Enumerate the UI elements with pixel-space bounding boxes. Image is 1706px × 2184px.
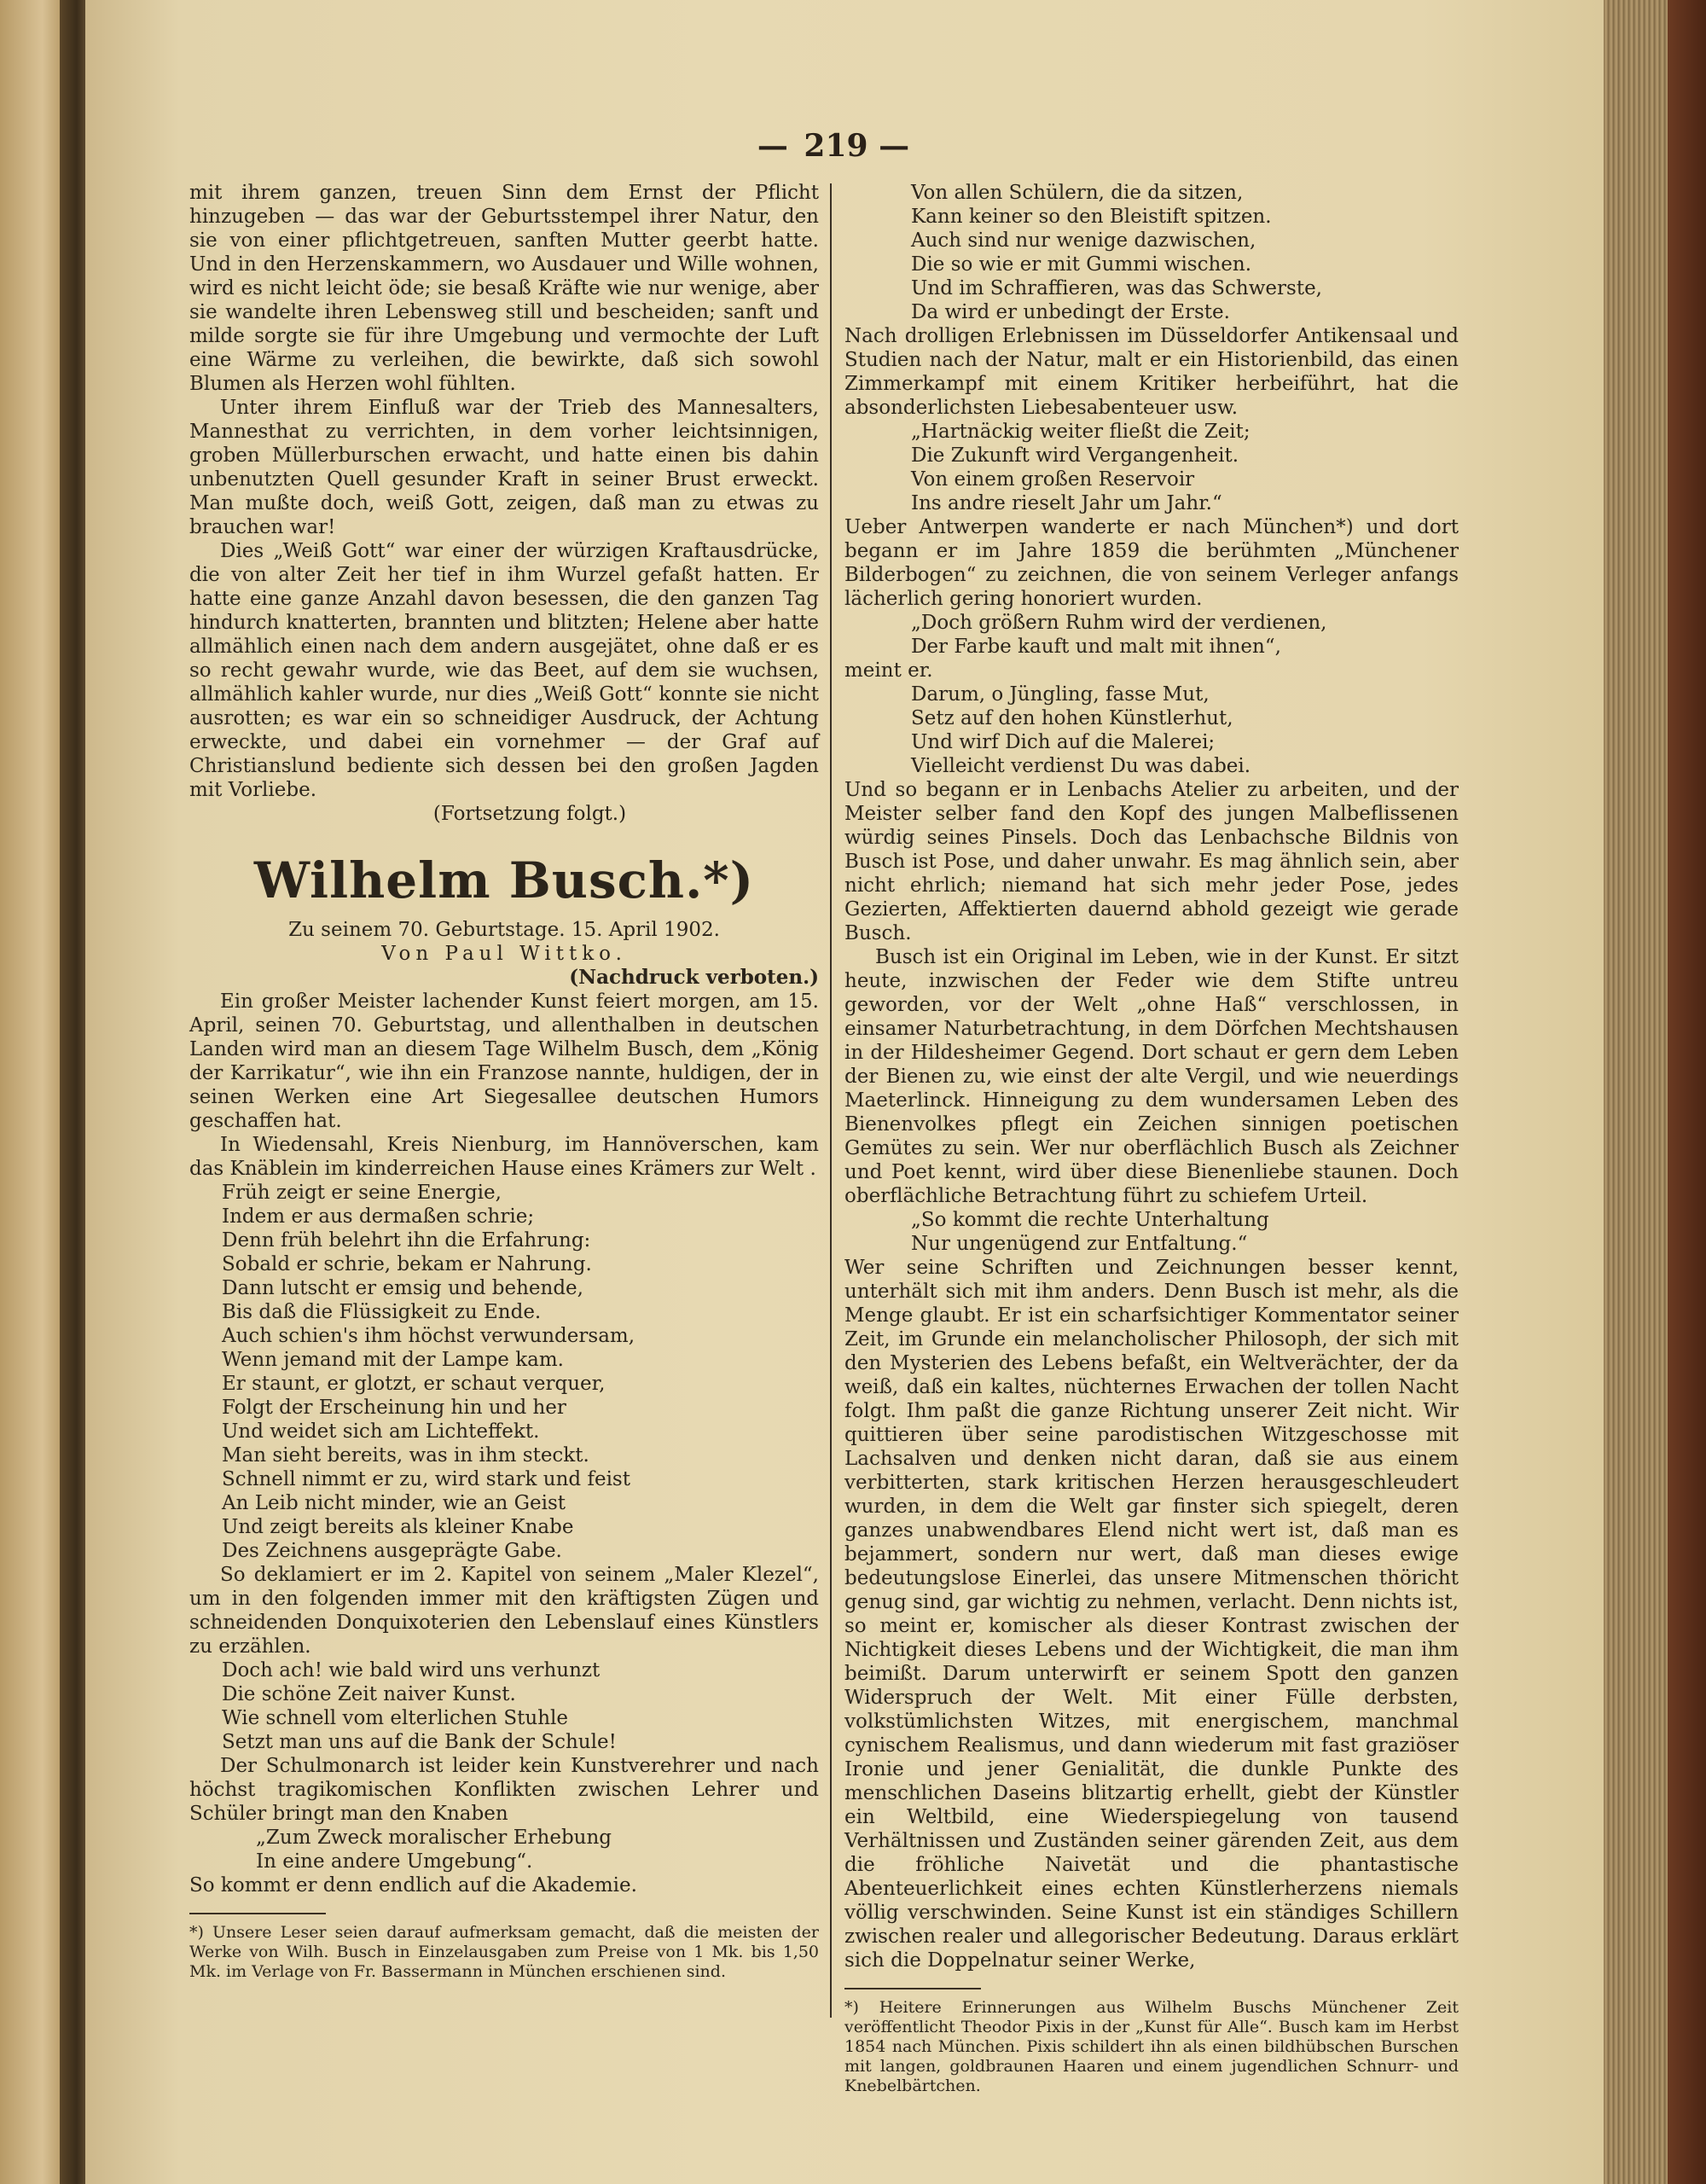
paragraph: Unter ihrem Einfluß war der Trieb des Mannesalters, Mannesthat zu verrichten, in dem vorher leichtsinnigen, groben Müllerburschen erwacht, und hatte einen bis dahin unbenutzten Quell gesunder Kraft in seiner Brust erweckt. Man mußte doch, weiß Gott, zeigen, daß man zu etwas zu brauchen war! (189, 397, 819, 538)
paragraph: In Wiedensahl, Kreis Nienburg, im Hannöverschen, kam das Knäblein im kinderreichen Hause eines Krämers zur Welt . (189, 1134, 819, 1180)
continuation-note: (Fortsetzung folgt.) (432, 803, 627, 825)
paragraph: Busch ist ein Original im Leben, wie in der Kunst. Er sitzt heute, inzwischen der Feder wie dem Stifte untreu geworden, vor der Welt „ohne Haß“ verschlossen, in einsamer Naturbetrachtung, in dem Dörfchen Mechtshausen in der Hildesheimer Gegend. Dort schaut er gern dem Leben der Bienen zu, wie einst der alte Vergil, und wie neuerdings Maeterlinck. Hinneigung zu dem wundersamen Leben des Bienenvolkes pflegt ein Zeichen sinnigen poetischen Gemütes zu sein. Wer nur oberflächlich Busch als Zeichner und Poet kennt, wird über diese Bienenliebe staunen. Doch oberflächliche Betrachtung führt zu schiefem Urteil. (844, 946, 1459, 1207)
verse-line: „Hartnäckig weiter fließt die Zeit; (911, 421, 1250, 443)
verse-line: Der Farbe kauft und malt mit ihnen“, (911, 636, 1281, 658)
paragraph: Und so begann er in Lenbachs Atelier zu arbeiten, und der Meister selber fand den Kopf des jungen Malbeflissenen würdig seines Pinsels. Doch das Lenbachsche Bildnis von Busch ist Pose, und daher unwahr. Es mag ähnlich sein, aber nicht ehrlich; niemand hat sich mehr jeder Pose, jedes Gezierten, Affektierten dauernd abhold gezeigt wie gerade Busch. (844, 779, 1459, 944)
verse-block (844, 1208, 1459, 1256)
verse-line: Vielleicht verdienst Du was dabei. (911, 755, 1251, 777)
verse-line: Und wirf Dich auf die Malerei; (911, 731, 1216, 753)
verse-line: Da wird er unbedingt der Erste. (911, 301, 1230, 323)
verse-line: Und zeigt bereits als kleiner Knabe (222, 1516, 574, 1538)
verse-line: Auch sind nur wenige dazwischen, (911, 229, 1256, 252)
paragraph: Der Schulmonarch ist leider kein Kunstverehrer und nach höchst tragikomischen Konflikten zwischen Lehrer und Schüler bringt man den Knaben (189, 1755, 819, 1825)
verse-line: In eine andere Umgebung“. (256, 1850, 533, 1873)
footnote-rule (844, 1988, 981, 1989)
verse-block (844, 420, 1459, 515)
paragraph: So deklamiert er im 2. Kapitel von seinem „Maler Klezel“, um in den folgenden immer mit den kräftigsten Zügen und schneidenden Donquixoterien den Lebenslauf eines Künstlers zu erzählen. (189, 1564, 819, 1658)
copyright-note: (Nachdruck verboten.) (569, 966, 819, 989)
verse-line: Wenn jemand mit der Lampe kam. (222, 1349, 564, 1371)
paragraph: Wer seine Schriften und Zeichnungen besser kennt, unterhält sich mit ihm anders. Denn Busch ist mehr, als die Menge glaubt. Er ist ein scharfsichtiger Kommentator seiner Zeit, im Grunde ein melancholischer Philosoph, der sich mit den Mysterien des Lebens befaßt, ein Weltverächter, der da weiß, daß ein kaltes, nüchternes Erwachen der tollen Nacht folgt. Ihm paßt die ganze Richtung unserer Zeit nicht. Wir quittieren über seine parodistischen Witzgeschosse mit Lachsalven und denken nicht daran, daß sie aus einem verbitterten, stark kritischen Herzen herausgeschleudert wurden, in dem die Welt gar finster sich spiegelt, deren ganzes unabwendbares Elend nicht wert ist, daß man es bejammert, sondern nur wert, daß man dieses ewige bedeutungslose Einerlei, das unsere Mitmenschen thöricht genug sind, gar wichtig zu nehmen, verlacht. Denn nichts ist, so meint er, komischer als dieser Kontrast zwischen der Nichtigkeit dieses Lebens und der Wichtigkeit, die man ihm beimißt. Darum unterwirft er seinem Spott den ganzen Widerspruch der Welt. Mit einer Fülle derbsten, volkstümlichsten Witzes, mit energischem, manchmal cynischem Realismus, und dann wiederum mit fast graziöser Ironie und jener Genialität, die dunkle Punkte des menschlichen Daseins blitzartig erhellt, giebt der Künstler ein Weltbild, eine Wiederspiegelung von tausend Verhältnissen und Zuständen seiner gärenden Zeit, aus dem die fröhliche Naivetät und die phantastische Abenteuerlichkeit eines echten Künstlerherzens niemals völlig verschwinden. Seine Kunst ist ein ständiges Schillern zwischen realer und allegorischer Bedeutung. Daraus erklärt sich die Doppelnatur seiner Werke, (844, 1257, 1459, 1972)
verse-line: Kann keiner so den Bleistift spitzen. (911, 206, 1272, 228)
verse-line: Des Zeichnens ausgeprägte Gabe. (222, 1540, 562, 1562)
verse-line: Dann lutscht er emsig und behende, (222, 1277, 583, 1299)
verse-line: „Zum Zweck moralischer Erhebung (256, 1827, 612, 1849)
verse-block (844, 611, 1459, 659)
verse-line: Setz auf den hohen Künstlerhut, (911, 707, 1233, 729)
verse-line: Man sieht bereits, was in ihm steckt. (222, 1444, 589, 1467)
column-rule (830, 183, 832, 2018)
verse-line: Und im Schraffieren, was das Schwerste, (911, 277, 1322, 299)
verse-line: Bis daß die Flüssigkeit zu Ende. (222, 1301, 542, 1323)
verse-line: Auch schien's ihm höchst verwundersam, (222, 1325, 635, 1347)
verse-line: Folgt der Erscheinung hin und her (222, 1397, 566, 1419)
footnote: *) Heitere Erinnerungen aus Wilhelm Buschs Münchener Zeit veröffentlicht Theodor Pixis in der „Kunst für Alle“. Busch kam im Herbst 1854 nach München. Pixis schildert ihn als einen bildhübschen Burschen mit langen, goldbraunen Haaren und einem jugendlichen Schnurr- und Knebelbärtchen. (844, 1998, 1459, 2095)
paragraph: Dies „Weiß Gott“ war einer der würzigen Kraftausdrücke, die von alter Zeit her tief in ihm Wurzel gefaßt hatten. Er hatte eine ganze Anzahl davon besessen, die den ganzen Tag hindurch knatterten, brannten und blitzten; Helene aber hatte allmählich einen nach dem andern ausgejätet, ohne daß er es so recht gewahr wurde, wie das Beet, auf dem sie wuchsen, allmählich kahler wurde, nur dies „Weiß Gott“ konnte sie nicht ausrotten; es war ein so schneidiger Ausdruck, der Achtung erweckte, und dabei ein vornehmer — der Graf auf Christianslund bediente sich dessen bei den großen Jagden mit Vorliebe. (189, 540, 819, 801)
verse-line: Nur ungenügend zur Entfaltung.“ (911, 1233, 1248, 1255)
verse-line: An Leib nicht minder, wie an Geist (222, 1492, 566, 1514)
verse-block (189, 1181, 819, 1563)
byline: Von Paul Wittko. (381, 943, 627, 965)
paragraph: meint er. (844, 659, 933, 682)
verse-line: Setzt man uns auf die Bank der Schule! (222, 1731, 617, 1753)
article-subtitle: Zu seinem 70. Geburtstage. 15. April 1902. (288, 919, 720, 941)
verse-block (844, 682, 1459, 778)
verse-block (844, 181, 1459, 324)
verse-block (189, 1658, 819, 1754)
verse-line: Sobald er schrie, bekam er Nahrung. (222, 1253, 592, 1275)
verse-line: Von einem großen Reservoir (911, 468, 1195, 491)
verse-line: Die so wie er mit Gummi wischen. (911, 253, 1252, 276)
continued-paragraph: mit ihrem ganzen, treuen Sinn dem Ernst der Pflicht hinzugeben — das war der Geburtsstempel ihrer Natur, den sie von einer pflichtgetreuen, sanften Mutter geerbt hatte. Und in den Herzenskammern, wo Ausdauer und Wille wohnen, wird es nicht leicht öde; sie besaß Kräfte wie nur wenige, aber sie wandelte ihren Lebensweg still und bescheiden; sanft und milde sorgte sie für ihre Umgebung und vermochte der Luft eine Wärme zu verleihen, die bewirkte, daß sich sowohl Blumen als Herzen wohl fühlten. (189, 182, 819, 395)
verse-line: „Doch größern Ruhm wird der verdienen, (911, 612, 1327, 634)
right-column (844, 181, 1459, 2096)
verse-line: Von allen Schülern, die da sitzen, (911, 182, 1244, 204)
footnote-rule (189, 1913, 326, 1914)
page-number: — 219 — (757, 128, 915, 164)
verse-line: Die Zukunft wird Vergangenheit. (911, 444, 1239, 467)
verse-line: „So kommt die rechte Unterhaltung (911, 1209, 1269, 1231)
paragraph: Nach drolligen Erlebnissen im Düsseldorfer Antikensaal und Studien nach der Natur, malt er ein Historienbild, das einen Zimmerkampf mit einem Kritiker herbeiführt, hat die absonderlichsten Liebesabenteuer usw. (844, 325, 1459, 419)
left-column (189, 181, 819, 1982)
verse-line: Die schöne Zeit naiver Kunst. (222, 1683, 516, 1705)
footnote: *) Unsere Leser seien darauf aufmerksam gemacht, daß die meisten der Werke von Wilh. Busch in Einzelausgaben zum Preise von 1 Mk. bis 1,50 Mk. im Verlage von Fr. Bassermann in München erschienen sind. (189, 1923, 819, 1981)
paragraph: Ein großer Meister lachender Kunst feiert morgen, am 15. April, seinen 70. Geburtstag, und allenthalben in deutschen Landen wird man an diesem Tage Wilhelm Busch, dem „König der Karrikatur“, wie ihn ein Franzose nannte, huldigen, der in seinen Werken eine Art Siegesallee deutschen Humors geschaffen hat. (189, 990, 819, 1132)
book-cover-edge (1668, 0, 1706, 2184)
verse-line: Schnell nimmt er zu, wird stark und feist (222, 1468, 630, 1490)
article-title: Wilhelm Busch.*) (253, 851, 755, 909)
verse-line: Ins andre rieselt Jahr um Jahr.“ (911, 492, 1222, 514)
paragraph: So kommt er denn endlich auf die Akademie. (189, 1874, 637, 1896)
verse-line: Wie schnell vom elterlichen Stuhle (222, 1707, 568, 1729)
verse-line: Darum, o Jüngling, fasse Mut, (911, 683, 1210, 706)
verse-line: Denn früh belehrt ihn die Erfahrung: (222, 1229, 591, 1252)
verse-line: Indem er aus dermaßen schrie; (222, 1205, 535, 1228)
verse-line: Und weidet sich am Lichteffekt. (222, 1420, 540, 1443)
verse-line: Früh zeigt er seine Energie, (222, 1182, 502, 1204)
paragraph: Ueber Antwerpen wanderte er nach München*) und dort begann er im Jahre 1859 die berühmten „Münchener Bilderbogen“ zu zeichnen, die von seinem Verleger anfangs lächerlich gering honoriert wurden. (844, 516, 1459, 610)
verse-block (189, 1826, 819, 1873)
verse-line: Doch ach! wie bald wird uns verhunzt (222, 1659, 601, 1682)
verse-line: Er staunt, er glotzt, er schaut verquer, (222, 1373, 606, 1395)
